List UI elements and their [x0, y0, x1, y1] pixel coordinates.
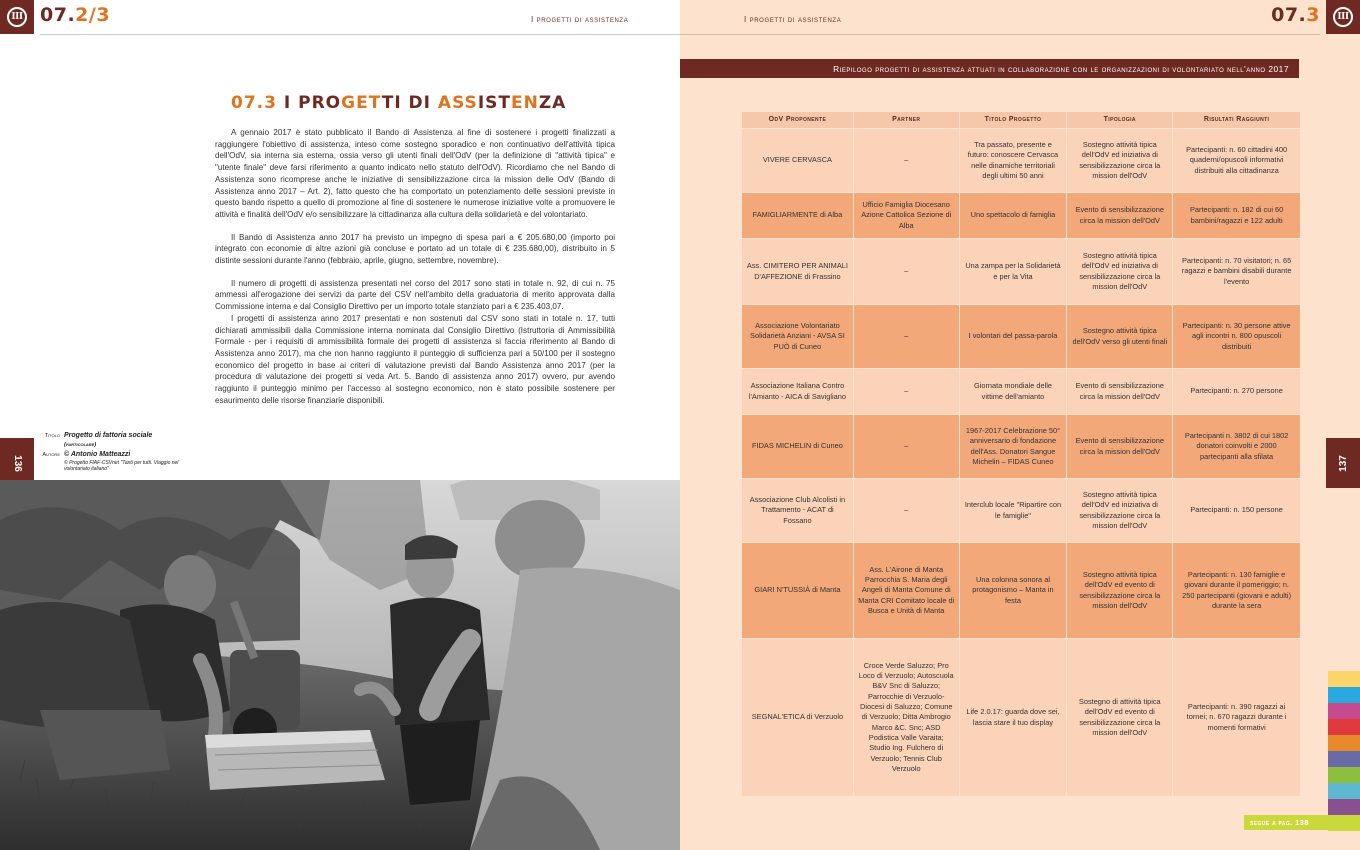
partner-cell: Ass. L'Airone di Manta Parrocchia S. Maria degli Angeli di Manta Comune di Manta CRI Comitato locale di Busca e Unità di Manta — [853, 543, 959, 639]
odv-cell: Associazione Club Alcolisti in Trattamento - ACAT di Fossano — [742, 479, 854, 543]
results-cell: Partecipanti: n. 270 persone — [1173, 369, 1301, 415]
header-rule — [40, 34, 680, 35]
results-cell: Partecipanti: n. 182 di cui 60 bambini/ragazzi e 122 adulti — [1173, 193, 1301, 239]
paragraph: A gennaio 2017 è stato pubblicato il Bando di Assistenza al fine di sostenere i progetti finalizzati a raggiungere l'obiettivo di assistenza, inteso come sostegno sporadico e non continuativo dell'attività tipica dell'OdV, sia interna sia esterna, ossia verso gli utenti finali dell'OdV (per la definizione di "attività tipica" e "utente finale" deve farsi riferimento a quanto indicato nello statuto dell'OdV). Ricordiamo che nel Bando di Assistenza sono ricomprese anche le iniziative di sensibilizzazione circa la mission delle OdV (Bando di Assistenza anno 2017 – Art. 2), fatto questo che ha comportato un potenziamento delle sessioni previste in questo bando rispetto a quello di promozione al fine di sostenere le numerose iniziative volte a promuovere le attività e finalità dell'OdV e/o sensibilizzare la cittadinanza alla cultura della solidarietà e del volontariato. — [215, 128, 615, 219]
chapter-badge — [0, 0, 34, 34]
partner-cell: – — [853, 305, 959, 369]
chapter-number-icon: III — [7, 7, 27, 27]
odv-cell: VIVERE CERVASCA — [742, 129, 854, 193]
type-cell: Evento di sensibilizzazione circa la mission dell'OdV — [1067, 415, 1173, 479]
table-row — [742, 369, 1301, 415]
running-head: I progetti di assistenza — [744, 15, 842, 24]
section-number: 07.2/3 — [40, 4, 111, 26]
projects-table — [741, 111, 1301, 797]
color-swatch — [1328, 719, 1360, 735]
section-title-text: I PROGETTI DI ASSISTENZA — [283, 93, 567, 113]
table-row — [742, 415, 1301, 479]
continue-link[interactable]: segue a pag. 138 — [1244, 815, 1360, 830]
color-swatch — [1328, 687, 1360, 703]
column-header: Titolo Progetto — [959, 112, 1067, 129]
partner-cell: – — [853, 369, 959, 415]
chapter-color-strip — [1328, 671, 1360, 831]
chapter-number-icon: III — [1333, 7, 1353, 27]
color-swatch — [1328, 703, 1360, 719]
table-row — [742, 239, 1301, 305]
column-header: Tipologia — [1067, 112, 1173, 129]
title-cell: Tra passato, presente e futuro: conoscere Cervasca nelle dinamiche territoriali degli ultimi 50 anni — [959, 129, 1067, 193]
paragraph: Il numero di progetti di assistenza presentati nel corso del 2017 sono stati in totale n. 92, di cui n. 75 ammessi all'erogazione dei servizi da parte del CSV nell'ambito della graduatoria di merito approvata dalla Commissione interna e dal Consiglio Direttivo per un importo totale stanziato pari a € 235.403,07. — [215, 278, 615, 312]
body-text — [215, 127, 615, 406]
title-cell: Una zampa per la Solidarietà e per la Vita — [959, 239, 1067, 305]
odv-cell: GIARI N'TUSSIÀ di Manta — [742, 543, 854, 639]
paragraph: Il Bando di Assistenza anno 2017 ha previsto un impegno di spesa pari a € 205.680,00 (importo poi integrato con economie di altre azioni già concluse e portato ad un totale di € 235.680,00), distribuito in 5 distinte sessioni durante l'anno (febbraio, aprile, giugno, settembre, novembre). — [215, 232, 615, 266]
column-header: OdV Proponente — [742, 112, 854, 129]
right-page — [680, 0, 1360, 850]
title-cell: Giornata mondiale delle vittime dell'amianto — [959, 369, 1067, 415]
column-header: Partner — [853, 112, 959, 129]
partner-cell: Croce Verde Saluzzo; Pro Loco di Verzuolo; Autoscuola B&V Snc di Saluzzo; Parrocchie di Verzuolo-Diocesi di Saluzzo; Comune di Verzuolo; Ditta Ambrogio Marco &C. Snc; ASD Podistica Valle Varaita; Studio Ing. Fulchero di Verzuolo; Tennis Club Verzuolo — [853, 639, 959, 797]
odv-cell: Associazione Volontariato Solidarietà Anziani - AVSA SI PUÒ di Cuneo — [742, 305, 854, 369]
results-cell: Partecipanti: n. 130 famiglie e giovani durante il pomeriggio; n. 250 partecipanti (giovani e adulti) durante la sera — [1173, 543, 1301, 639]
results-cell: Partecipanti: n. 60 cittadini 400 quaderni/opuscoli informativi distribuiti alla cittadinanza — [1173, 129, 1301, 193]
color-swatch — [1328, 783, 1360, 799]
odv-cell: FIDAS MICHELIN di Cuneo — [742, 415, 854, 479]
section-title: 07.3 I PROGETTI DI ASSISTENZA — [231, 93, 567, 113]
section-number: 07.3 — [1271, 4, 1320, 26]
title-cell: Life 2.0.17: guarda dove sei, lascia stare il tuo display — [959, 639, 1067, 797]
odv-cell: SEGNAL'ETICA di Verzuolo — [742, 639, 854, 797]
table-row — [742, 129, 1301, 193]
type-cell: Evento di sensibilizzazione circa la mission dell'OdV — [1067, 369, 1173, 415]
type-cell: Sostegno attività tipica dell'OdV ed iniziativa di sensibilizzazione circa la mission dell'OdV — [1067, 129, 1173, 193]
results-cell: Partecipanti: n. 70 visitatori; n. 65 ragazzi e bambini disabili durante l'evento — [1173, 239, 1301, 305]
type-cell: Evento di sensibilizzazione circa la mission dell'OdV — [1067, 193, 1173, 239]
results-cell: Partecipanti: n. 150 persone — [1173, 479, 1301, 543]
title-cell: Una colonna sonora al protagonismo – Manta in festa — [959, 543, 1067, 639]
type-cell: Sostegno di attività tipica dell'OdV ed evento di sensibilizzazione circa la mission dell'OdV — [1067, 639, 1173, 797]
odv-cell: Associazione Italiana Contro l'Amianto - AICA di Savigliano — [742, 369, 854, 415]
results-cell: Partecipanti n. 3802 di cui 1802 donatori coinvolti e 2000 partecipanti alla sfilata — [1173, 415, 1301, 479]
title-cell: 1967-2017 Celebrazione 50° anniversario di fondazione dell'Ass. Donatori Sangue Michelin – FIDAS Cuneo — [959, 415, 1067, 479]
column-header: Risultati Raggiunti — [1173, 112, 1301, 129]
type-cell: Sostegno attività tipica dell'OdV ed evento di sensibilizzazione circa la mission dell'OdV — [1067, 543, 1173, 639]
color-swatch — [1328, 751, 1360, 767]
running-head: I progetti di assistenza — [531, 15, 629, 24]
table-header-row — [742, 112, 1301, 129]
type-cell: Sostegno attività tipica dell'OdV verso gli utenti finali — [1067, 305, 1173, 369]
title-cell: Uno spettacolo di famiglia — [959, 193, 1067, 239]
results-cell: Partecipanti: n. 390 ragazzi ai tornei; n. 670 ragazzi durante i momenti formativi — [1173, 639, 1301, 797]
table-title: Riepilogo progetti di assistenza attuati in collaborazione con le organizzazioni di volontariato nell'anno 2017 — [680, 59, 1299, 78]
partner-cell: – — [853, 479, 959, 543]
color-swatch — [1328, 671, 1360, 687]
paragraph: I progetti di assistenza anno 2017 presentati e non sostenuti dal CSV sono stati in totale n. 17, tutti dichiarati ammissibili dalla Commissione interna nominata dal Consiglio Direttivo (Istruttoria di Ammissibilità Formale - per i requisiti di ammissibilità formale dei progetti di assistenza si faccia riferimento al Bando di Assistenza anno 2017), ma che non hanno raggiunto il punteggio di sufficienza pari a 50/100 per il sostegno economico del progetto in base ai criteri di valutazione previsti dal Bando Assistenza anno 2017 (per la procedura di valutazione dei progetti si veda Art. 5. Bando di assistenza anno 2017) ovvero, pur avendo raggiunto il punteggio minimo per l'accesso al sostegno economico, non è stato possibile sostenere per esaurimento delle risorse finanziarie disponibili. — [215, 313, 615, 405]
color-swatch — [1328, 767, 1360, 783]
type-cell: Sostegno attività tipica dell'OdV ed iniziativa di sensibilizzazione circa la mission dell'OdV — [1067, 479, 1173, 543]
photo-caption: Titolo Progetto di fattoria sociale (particolare) Autore © Antonio Matteazzi © Progetto FIAF-CSVnet "Tanti per tutti. Viaggio nel volontariato italiano" — [42, 432, 179, 472]
header-rule — [680, 34, 1320, 35]
table-row — [742, 639, 1301, 797]
table-row — [742, 305, 1301, 369]
table-row — [742, 193, 1301, 239]
odv-cell: FAMIGLIARMENTE di Alba — [742, 193, 854, 239]
partner-cell: – — [853, 129, 959, 193]
type-cell: Sostegno attività tipica dell'OdV ed iniziativa di sensibilizzazione circa la mission dell'OdV — [1067, 239, 1173, 305]
page-number-tab: 136 — [0, 438, 34, 488]
odv-cell: Ass. CIMITERO PER ANIMALI D'AFFEZIONE di Frassino — [742, 239, 854, 305]
color-swatch — [1328, 735, 1360, 751]
page-number-tab: 137 — [1326, 438, 1360, 488]
photo-farm-workers — [0, 480, 680, 850]
color-swatch — [1328, 799, 1360, 815]
table-row — [742, 543, 1301, 639]
results-cell: Partecipanti: n. 30 persone attive agli incontri n. 800 opuscoli distribuiti — [1173, 305, 1301, 369]
partner-cell: – — [853, 415, 959, 479]
title-cell: Interclub locale "Ripartire con le famiglie" — [959, 479, 1067, 543]
title-cell: I volontari del passa-parola — [959, 305, 1067, 369]
photo-credit: © Progetto FIAF-CSVnet "Tanti per tutti. Viaggio nel volontariato italiano" — [64, 460, 179, 472]
partner-cell: Ufficio Famiglia Diocesano Azione Cattolica Sezione di Alba — [853, 193, 959, 239]
chapter-badge — [1326, 0, 1360, 34]
partner-cell: – — [853, 239, 959, 305]
table-row — [742, 479, 1301, 543]
